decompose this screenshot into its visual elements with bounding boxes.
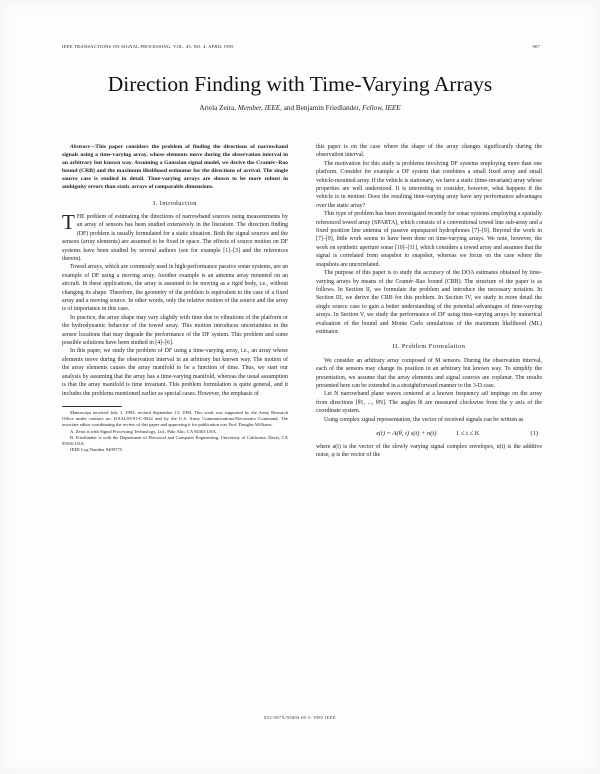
footnote-author-1: A. Zeira is with Signal Processing Technology, Ltd., Palo Alto, CA 94303 USA.	[70, 428, 218, 434]
right-column	[316, 143, 542, 683]
drop-cap: T	[62, 209, 75, 234]
formulation-paragraph-1: We consider an arbitrary array composed of M sensors. During the observation interval, each of the sensors may change its position in an arbitrary but known way. To simplify the presentation, we assume that the array elements and signal sources are coplanar. The results presented here can be extended in a straightforward manner to the 3-D case.	[316, 357, 542, 389]
formulation-paragraph-2: Let N narrowband plane waves centered at a known frequency ω0 impinge on the array from directions [θ1, ..., θN]. The angles θi are measured clockwise from the y axis of the coordinate system.	[316, 391, 542, 415]
abstract	[62, 143, 288, 192]
author-1-title: Member, IEEE,	[237, 104, 282, 112]
abstract-text: This paper considers the problem of finding the directions of narrowband signals using a time-varying array, whose elements move during the observation interval in an arbitrary but known way. Assuming a Gaussian signal model, we derive the Cramér–Rao bound (CRB) and the maximum likelihood estimator for the directions of arrival. The single source case is studied in detail. Time-varying arrays are shown to be more robust in ambiguity errors than static arrays of comparable dimensions.	[62, 144, 288, 191]
author-2-name: and Benjamin Friedlander,	[283, 104, 361, 112]
intro-paragraph-8: The purpose of this paper is to study the accuracy of the DOA estimates obtained by time-varying arrays by means of the Cramér–Rao bound (CRB). The structure of the paper is as follows. In Section II, we formulate the problem and introduce the necessary notation. In Section III, we derive the CRB for this problem. In Section IV, we study in more detail the single source case to gain a better understanding of the potential advantages of time-varying arrays. In Section V, we study the performance of DF using time-varying arrays by numerical evaluation of the bound and Monte Carlo simulations of the maximum likelihood (ML) estimator.	[316, 270, 542, 335]
paper-title: Direction Finding with Time-Varying Arrays	[107, 72, 493, 96]
footnote-author-2: B. Friedlander is with the Department of Electrical and Computer Engineering, University of California, Davis, CA 95616 USA.	[62, 434, 288, 446]
author-line	[0, 104, 600, 112]
footnote-divider	[62, 406, 122, 407]
formulation-paragraph-3: Using complex signal representation, the vector of received signals can be written as	[324, 416, 524, 423]
journal-citation: IEEE TRANSACTIONS ON SIGNAL PROCESSING, VOL. 43, NO. 4, APRIL 1995	[62, 44, 234, 49]
equation-number: (1)	[530, 430, 538, 437]
copyright-code: 053-587X/95$04.00 © 1995 IEEE	[264, 715, 336, 720]
left-column	[62, 143, 288, 683]
author-1-name: Ariela Zeira,	[199, 104, 237, 112]
abstract-label: Abstract—	[70, 144, 96, 150]
intro-paragraph-5: this paper is on the case where the shape of the array changes significantly during the observation interval.	[316, 144, 542, 159]
intro-paragraph-4: In this paper, we study the problem of DF using a time-varying array, i.e., an array whose elements move during the observation interval in an arbitrary but known way. The motion of the array elements causes the array manifold to be a function of time. Thus, we start our analysis by assuming that the array has a time-varying manifold, whereas the usual assumption is that the array manifold is time invariant. This problem formulation is quite general, and it includes the problems mentioned earlier as special cases. However, the emphasis of	[62, 348, 288, 397]
equation-condition: 1 ≤ t ≤ K	[456, 430, 480, 437]
footnote-manuscript: Manuscript received July 1, 1993; revised September 13, 1994. This work was supported by the Army Research Office under contract no. DAAL03-91-C-0022 and by the U.S. Army Communications-Electronics Command. The associate editor coordinating the review of this paper and approving it for publication was Prof. Douglas Williams.	[62, 409, 288, 428]
formulation-paragraph-4: where a(t) is the vector of the slowly varying signal complex envelopes, n(t) is the additive noise, φ is the vector of the	[316, 444, 542, 459]
section-heading-introduction: I. Introduction	[153, 199, 197, 207]
equation-1	[316, 428, 542, 440]
intro-paragraph-1	[62, 209, 288, 263]
footnote-log-number: IEEE Log Number 9409775.	[70, 447, 124, 453]
section-heading-formulation: II. Problem Formulation	[392, 343, 466, 351]
author-2-title: Fellow, IEEE	[362, 104, 401, 112]
equation-body: x(t) = A(θ, t) s(t) + n(t)	[376, 430, 437, 437]
intro-paragraph-6: The motivation for this study is problems involving DF systems employing more than one platform. Consider for example a DF system that combines a small fixed array and small vehicle-mounted array. If the vehicle is stationary, we have a static (time-invariant) array whose properties are well understood. It is interesting to consider, however, what happens if the vehicle is in motion: Does the resulting time-varying array have any performance advantages over the static array?	[316, 160, 542, 209]
intro-paragraph-2: Towed arrays, which are commonly used in high-performance passive sonar systems, are an example of DF using a moving array. Another example is an antenna array mounted on an aircraft. In these applications, the array is assumed to be moving as a rigid body, i.e., without changing its shape. Therefore, the geometry of the problem is equivalent to the case of a fixed array and a moving source. In other words, only the relative motion of the source and the array is of importance in this case.	[62, 264, 288, 313]
intro-paragraph-3: In practice, the array shape may vary slightly with time due to vibrations of the platform or the hydrodynamic behavior of the towed array. This motion introduces uncertainties in the sensor locations that may degrade the performance of the DF system. This problem and some possible solutions have been studied in [4]–[6].	[62, 314, 288, 347]
intro-paragraph-1-text: HE problem of estimating the directions of narrowband sources using measurements by an array of sensors has been studied extensively in the literature. The direction finding (DF) problem is usually formulated for a static situation. Both the signal sources and the sensors (array elements) are assumed to be fixed in space. The effects of source motion on DF systems have been studied by several authors (see for example [1]–[3] and the references therein).	[62, 213, 288, 262]
intro-paragraph-7: This type of problem has been investigated recently for sonar systems employing a spatially referenced towed array (SPARTA), which consists of a conventional towed line sub-array and a fixed position line antenna of passive equispaced hydrophones [7]–[9]. Beyond the work in [7]–[9], little work seems to have been done on time-varying arrays. We note, however, the work on synthetic aperture sonar [10]–[11], which considers a towed array and assumes that the signal is correlated from snapshot to snapshot, whereas we focus on the case where the snapshots are uncorrelated.	[316, 211, 542, 268]
page-number: 907	[532, 44, 540, 49]
